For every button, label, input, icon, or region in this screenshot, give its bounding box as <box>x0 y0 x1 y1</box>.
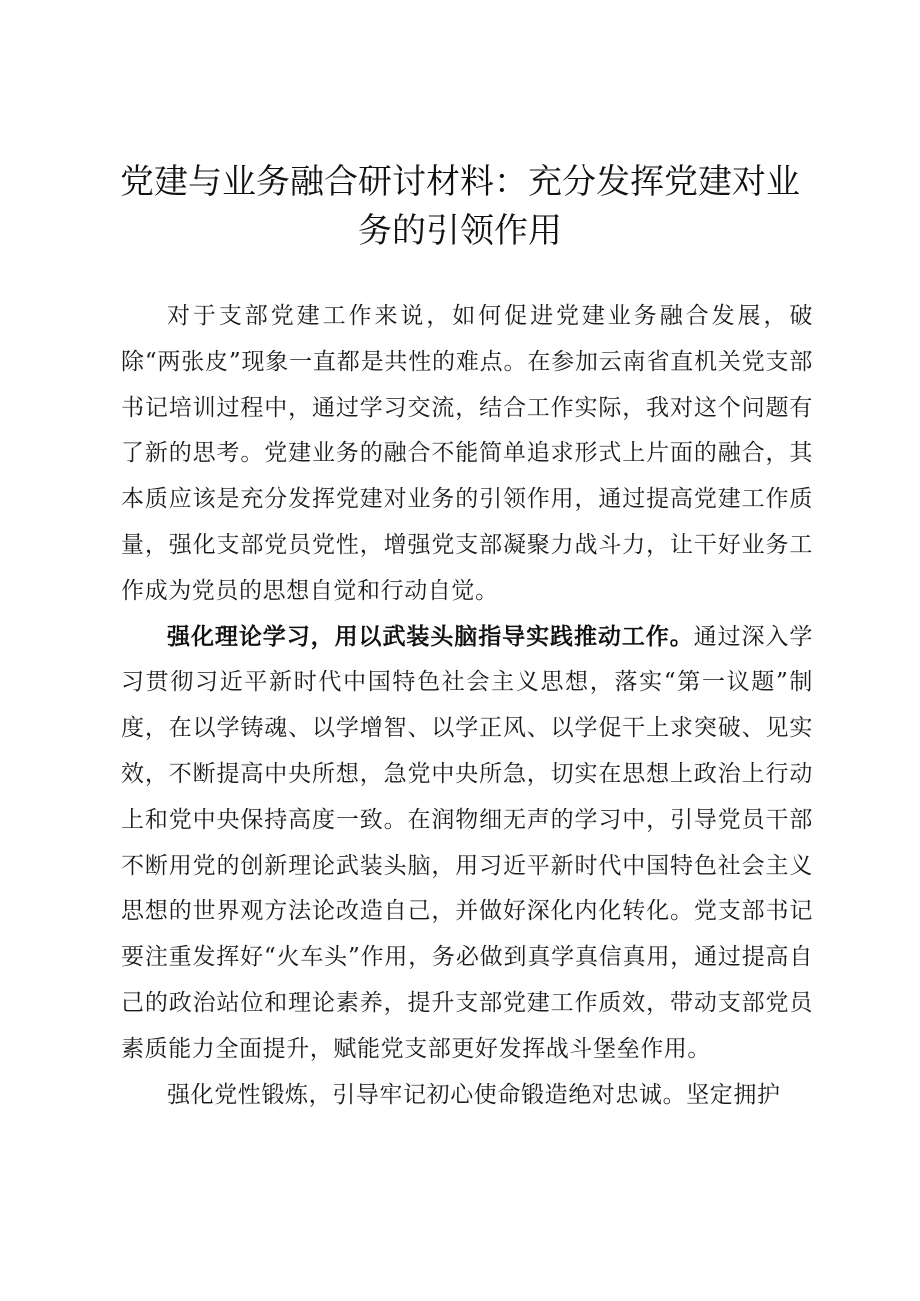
paragraph-party-spirit <box>121 1073 813 1119</box>
paragraph-theory-study <box>121 615 813 1073</box>
paragraph-theory-study-text: 通过深入学习贯彻习近平新时代中国特色社会主义思想，落实“第一议题”制度，在以学铸魂、以学增智、以学正风、以学促干上求突破、见实效，不断提高中央所想，急党中央所急，切实在思想上政治上行动上和党中央保持高度一致。在润物细无声的学习中，引导党员干部不断用党的创新理论武装头脑，用习近平新时代中国特色社会主义思想的世界观方法论改造自己，并做好深化内化转化。党支部书记要注重发挥好“火车头”作用，务必做到真学真信真用，通过提高自己的政治站位和理论素养，提升支部党建工作质效，带动支部党员素质能力全面提升，赋能党支部更好发挥战斗堡垒作用。 <box>121 623 814 1062</box>
paragraph-intro <box>121 294 813 615</box>
paragraph-intro-text: 对于支部党建工作来说，如何促进党建业务融合发展，破除“两张皮”现象一直都是共性的难点。在参加云南省直机关党支部书记培训过程中，通过学习交流，结合工作实际，我对这个问题有了新的思考。党建业务的融合不能简单追求形式上片面的融合，其本质应该是充分发挥党建对业务的引领作用，通过提高党建工作质量，强化支部党员党性，增强党支部凝聚力战斗力，让干好业务工作成为党员的思想自觉和行动自觉。 <box>121 303 813 604</box>
paragraph-party-spirit-text: 强化党性锻炼，引导牢记初心使命锻造绝对忠诚。坚定拥护 <box>167 1081 781 1108</box>
paragraph-theory-study-heading: 强化理论学习，用以武装头脑指导实践推动工作。 <box>167 623 694 650</box>
document-body <box>121 294 813 1118</box>
document-title: 党建与业务融合研讨材料：充分发挥党建对业务的引领作用 <box>120 162 800 251</box>
